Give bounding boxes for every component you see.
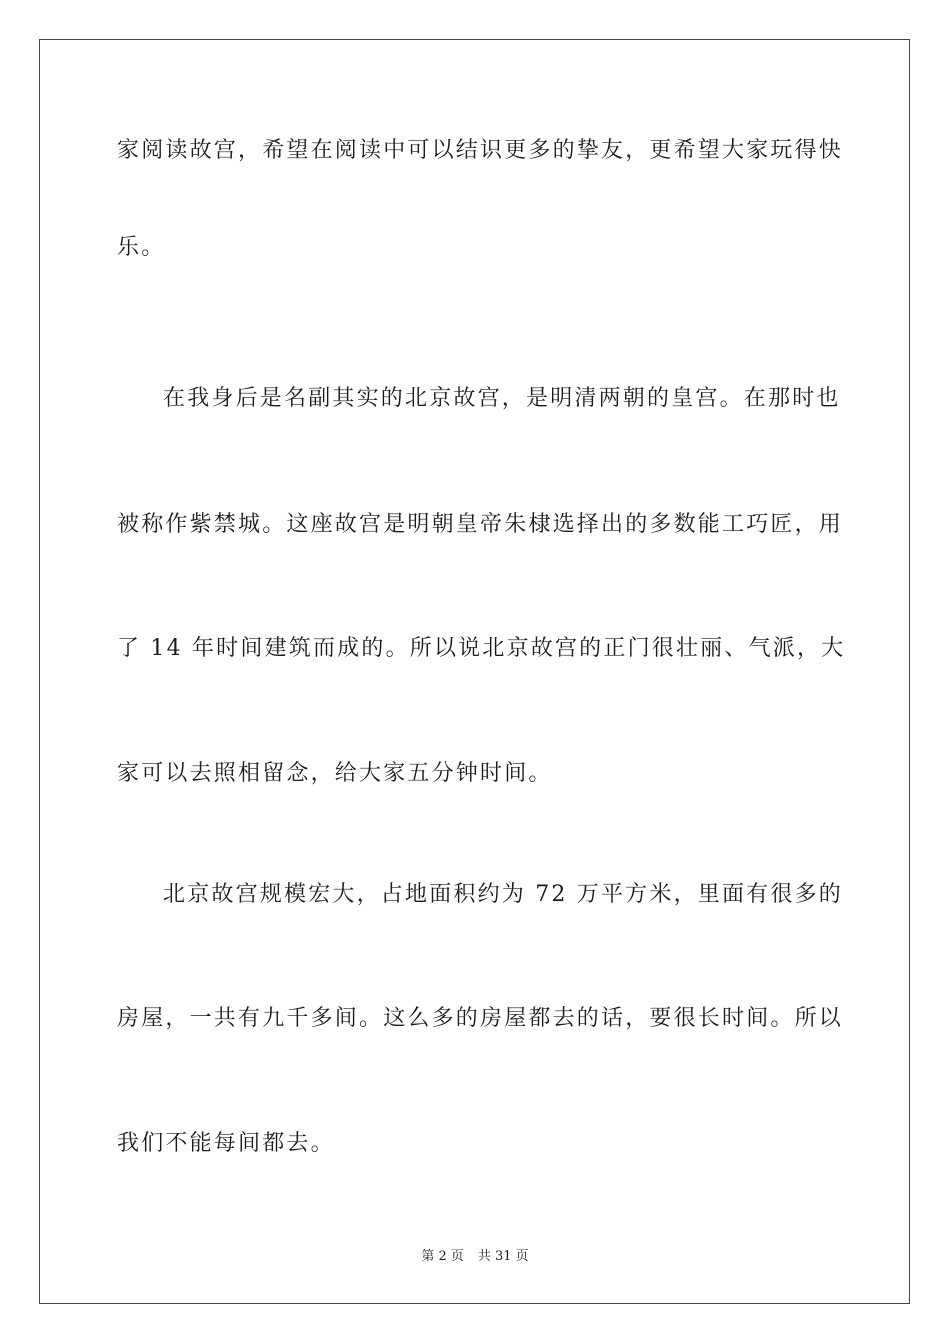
total-pages: 共 31 页 — [477, 1249, 529, 1264]
text-line: 乐。 — [117, 235, 166, 260]
text-line: 家可以去照相留念，给大家五分钟时间。 — [117, 761, 553, 786]
page-number: 第 2 页 — [421, 1249, 464, 1264]
text-line: 家阅读故宫，希望在阅读中可以结识更多的挚友，更希望大家玩得快 — [117, 138, 844, 163]
paragraph-start-line: 在我身后是名副其实的北京故宫，是明清两朝的皇宫。在那时也 — [163, 386, 841, 411]
text-line: 我们不能每间都去。 — [117, 1131, 335, 1156]
paragraph-start-line: 北京故宫规模宏大，占地面积约为 72 万平方米，里面有很多的 — [163, 882, 843, 907]
text-line: 被称作紫禁城。这座故宫是明朝皇帝朱棣选择出的多数能工巧匠，用 — [117, 512, 844, 537]
text-line: 了 14 年时间建筑而成的。所以说北京故宫的正门很壮丽、气派，大 — [117, 636, 846, 661]
page-border — [39, 39, 910, 1304]
page-footer — [0, 1248, 950, 1266]
text-line: 房屋，一共有九千多间。这么多的房屋都去的话，要很长时间。所以 — [117, 1006, 844, 1031]
